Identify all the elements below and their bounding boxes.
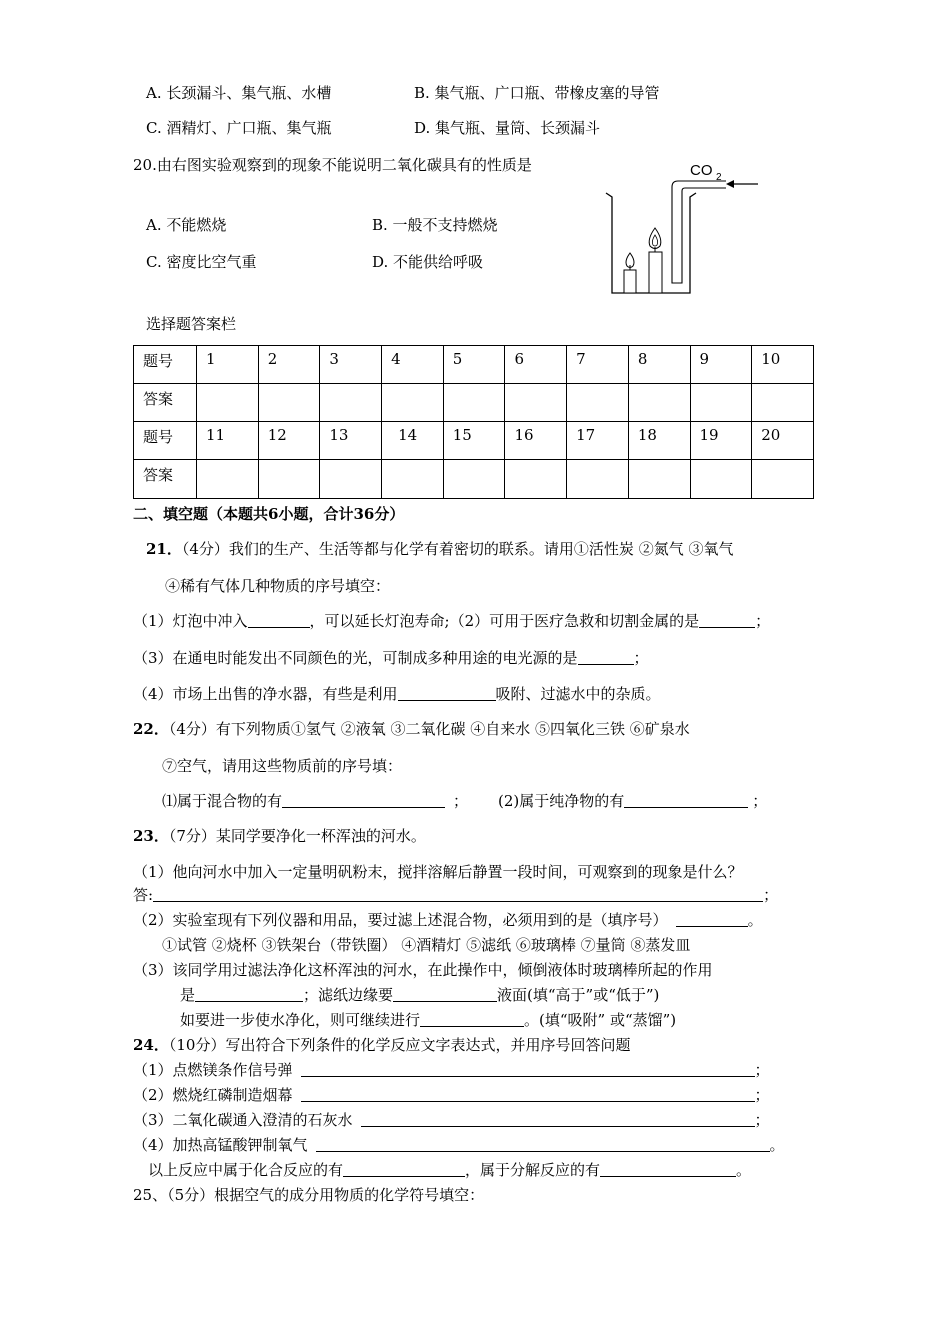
q23-answer-end: ； xyxy=(763,886,779,904)
q-num: 18 xyxy=(628,422,690,460)
answer-cell[interactable] xyxy=(505,460,567,499)
answer-cell[interactable] xyxy=(628,384,690,422)
q22-part2-text: (2)属于纯净物的有 xyxy=(498,792,625,810)
q22-line xyxy=(133,719,690,739)
q24-part3 xyxy=(133,1110,770,1130)
q-num: 3 xyxy=(320,346,382,384)
q23-answer-line xyxy=(133,885,778,905)
q24-part2 xyxy=(133,1085,770,1105)
q23-part3-line3 xyxy=(180,1010,676,1030)
row-label-answer: 答案 xyxy=(134,460,197,499)
q24-part4-text: （4）加热高锰酸钾制氧气 xyxy=(133,1136,308,1154)
q24-summary xyxy=(148,1160,751,1180)
q24-part1-text: （1）点燃镁条作信号弹 xyxy=(133,1061,293,1079)
q20-stem: 20.由右图实验观察到的现象不能说明二氧化碳具有的性质是 xyxy=(133,156,532,174)
q24-blank-1[interactable] xyxy=(301,1061,755,1077)
q23-num: 23． xyxy=(133,827,169,845)
q-num: 1 xyxy=(197,346,259,384)
q-num: 20 xyxy=(752,422,814,460)
q23-line xyxy=(133,826,426,846)
q22-end: ； xyxy=(752,792,768,810)
q21-blank-3[interactable] xyxy=(578,649,634,665)
co2-arrow-head xyxy=(726,180,734,188)
q23-part3a: 是 xyxy=(180,986,196,1004)
answer-cell[interactable] xyxy=(382,384,444,422)
q21-part1 xyxy=(133,611,770,631)
q23-answer-blank[interactable] xyxy=(153,886,763,902)
co2-beaker-figure xyxy=(600,155,770,295)
q-num: 17 xyxy=(567,422,629,460)
q21-part1-text: （1）灯泡中冲入 xyxy=(133,612,248,630)
answer-cell[interactable] xyxy=(443,460,505,499)
q24-part3-end: ； xyxy=(754,1111,770,1129)
q-num: 5 xyxy=(443,346,505,384)
q24-blank-3[interactable] xyxy=(361,1111,755,1127)
q24-part2-end: ； xyxy=(754,1086,770,1104)
q-num: 16 xyxy=(505,422,567,460)
q24-line xyxy=(133,1035,630,1055)
answer-cell[interactable] xyxy=(567,460,629,499)
q23-blank-2[interactable] xyxy=(676,911,748,927)
q-num: 19 xyxy=(690,422,752,460)
q24-summary-b: ，属于分解反应的有 xyxy=(465,1161,601,1179)
answer-cell[interactable] xyxy=(690,460,752,499)
q22-parts xyxy=(162,791,767,811)
table-row xyxy=(134,346,814,384)
q23-part3-line2 xyxy=(180,985,659,1005)
q21-part2-text: ，可以延长灯泡寿命;（2）可用于医疗急救和切割金属的是 xyxy=(309,612,700,630)
q22-blank-1[interactable] xyxy=(282,792,445,808)
q-num: 7 xyxy=(567,346,629,384)
q21-blank-2[interactable] xyxy=(699,612,755,628)
q24-part4-end: 。 xyxy=(769,1136,785,1154)
answer-cell[interactable] xyxy=(197,460,259,499)
q-num: 13 xyxy=(320,422,382,460)
q21-part3-end: ； xyxy=(633,649,649,667)
q-num: 10 xyxy=(752,346,814,384)
q19-option-b: B. 集气瓶、广口瓶、带橡皮塞的导管 xyxy=(414,84,660,102)
q23-items: ①试管 ②烧杯 ③铁架台（带铁圈） ④酒精灯 ⑤滤纸 ⑥玻璃棒 ⑦量筒 ⑧蒸发皿 xyxy=(162,936,691,954)
q24-stem: （10分）写出符合下列条件的化学反应文字表达式，并用序号回答问题 xyxy=(168,1036,631,1054)
row-label-question: 题号 xyxy=(134,346,197,384)
q24-blank-2[interactable] xyxy=(301,1086,755,1102)
q24-summary-c: 。 xyxy=(736,1161,752,1179)
q22-blank-2[interactable] xyxy=(624,792,748,808)
q20-option-a: A. 不能燃烧 xyxy=(146,216,227,234)
q-num: 6 xyxy=(505,346,567,384)
table-row xyxy=(134,384,814,422)
q24-num: 24． xyxy=(133,1036,169,1054)
q21-part4-end: 吸附、过滤水中的杂质。 xyxy=(495,685,661,703)
q-num: 8 xyxy=(628,346,690,384)
q23-part2-end: 。 xyxy=(747,911,763,929)
table-row xyxy=(134,460,814,499)
q-num: 14 xyxy=(382,422,444,460)
answer-cell[interactable] xyxy=(320,384,382,422)
tall-candle-flame xyxy=(649,228,661,249)
q19-option-c: C. 酒精灯、广口瓶、集气瓶 xyxy=(146,119,332,137)
answer-cell[interactable] xyxy=(197,384,259,422)
answer-cell[interactable] xyxy=(752,460,814,499)
answer-cell[interactable] xyxy=(382,460,444,499)
answer-cell[interactable] xyxy=(690,384,752,422)
answer-cell[interactable] xyxy=(258,384,320,422)
q-num: 12 xyxy=(258,422,320,460)
co2-subscript: 2 xyxy=(716,172,722,183)
q24-blank-4[interactable] xyxy=(316,1136,770,1152)
q25-stem: 25、（5分）根据空气的成分用物质的化学符号填空： xyxy=(133,1186,485,1204)
q23-answer-label: 答: xyxy=(133,886,154,904)
row-label-answer: 答案 xyxy=(134,384,197,422)
co2-label: CO xyxy=(690,162,713,179)
q24-part4 xyxy=(133,1135,785,1155)
q-num: 2 xyxy=(258,346,320,384)
q21-line xyxy=(146,539,733,559)
answer-cell[interactable] xyxy=(752,384,814,422)
q24-summary-a: 以上反应中属于化合反应的有 xyxy=(148,1161,344,1179)
answer-table-caption: 选择题答案栏 xyxy=(146,315,237,333)
section2-title: 二、填空题（本题共6小题，合计36分） xyxy=(133,505,405,523)
q24-blank-5[interactable] xyxy=(343,1161,465,1177)
q24-part3-text: （3）二氧化碳通入澄清的石灰水 xyxy=(133,1111,353,1129)
q22-sep: ； xyxy=(453,792,469,810)
q23-blank-3[interactable] xyxy=(195,986,303,1002)
q23-part3d: 如要进一步使水净化，则可继续进行 xyxy=(180,1011,421,1029)
q21-num: 21． xyxy=(146,540,182,558)
q20-option-b: B. 一般不支持燃烧 xyxy=(372,216,498,234)
answer-cell[interactable] xyxy=(505,384,567,422)
q21-stem: （4分）我们的生产、生活等都与化学有着密切的联系。请用①活性炭 ②氮气 ③氧气 xyxy=(181,540,734,558)
answer-cell[interactable] xyxy=(567,384,629,422)
q22-stem2: ⑦空气，请用这些物质前的序号填： xyxy=(162,757,403,775)
q21-part3 xyxy=(133,648,649,668)
tall-candle xyxy=(649,252,662,293)
q22-num: 22． xyxy=(133,720,169,738)
q22-part1-text: ⑴属于混合物的有 xyxy=(162,792,283,810)
q24-part2-text: （2）燃烧红磷制造烟幕 xyxy=(133,1086,293,1104)
answer-cell[interactable] xyxy=(320,460,382,499)
q21-part4 xyxy=(133,684,661,704)
q21-part2-end: ； xyxy=(755,612,771,630)
q22-stem: （4分）有下列物质①氢气 ②液氧 ③二氧化碳 ④自来水 ⑤四氧化三铁 ⑥矿泉水 xyxy=(168,720,690,738)
q-num: 4 xyxy=(382,346,444,384)
q-num: 11 xyxy=(197,422,259,460)
answer-cell[interactable] xyxy=(443,384,505,422)
answer-cell[interactable] xyxy=(628,460,690,499)
q23-part3b: ；滤纸边缘要 xyxy=(303,986,394,1004)
q23-part3: （3）该同学用过滤法净化这杯浑浊的河水，在此操作中，倾倒液体时玻璃棒所起的作用 xyxy=(133,961,713,979)
q-num: 9 xyxy=(690,346,752,384)
q23-blank-4[interactable] xyxy=(393,986,497,1002)
short-candle xyxy=(624,270,636,293)
answer-cell[interactable] xyxy=(258,460,320,499)
q19-option-d: D. 集气瓶、量筒、长颈漏斗 xyxy=(414,119,601,137)
q24-part1-end: ； xyxy=(754,1061,770,1079)
q23-part1: （1）他向河水中加入一定量明矾粉末，搅拌溶解后静置一段时间，可观察到的现象是什么？ xyxy=(133,863,743,881)
q-num: 15 xyxy=(443,422,505,460)
answer-table xyxy=(133,345,814,499)
q21-part3-text: （3）在通电时能发出不同颜色的光，可制成多种用途的电光源的是 xyxy=(133,649,578,667)
q24-blank-6[interactable] xyxy=(600,1161,736,1177)
q19-option-a: A. 长颈漏斗、集气瓶、水槽 xyxy=(146,84,332,102)
q20-option-c: C. 密度比空气重 xyxy=(146,253,257,271)
row-label-question: 题号 xyxy=(134,422,197,460)
q23-part3c: 液面(填“高于”或“低于”) xyxy=(497,986,660,1004)
q24-part1 xyxy=(133,1060,770,1080)
q23-part3e: 。(填“吸附” 或“蒸馏”) xyxy=(524,1011,677,1029)
q21-blank-4[interactable] xyxy=(398,685,496,701)
q23-part2-text: （2）实验室现有下列仪器和用品，要过滤上述混合物，必须用到的是（填序号） xyxy=(133,911,668,929)
q21-blank-1[interactable] xyxy=(248,612,310,628)
q23-part2 xyxy=(133,910,763,930)
q20-option-d: D. 不能供给呼吸 xyxy=(372,253,484,271)
table-row xyxy=(134,422,814,460)
q23-blank-5[interactable] xyxy=(420,1011,524,1027)
q21-stem2: ④稀有气体几种物质的序号填空： xyxy=(165,577,391,595)
co2-tube xyxy=(672,181,726,283)
q21-part4-text: （4）市场上出售的净水器，有些是利用 xyxy=(133,685,398,703)
q23-stem: （7分）某同学要净化一杯浑浊的河水。 xyxy=(168,827,426,845)
